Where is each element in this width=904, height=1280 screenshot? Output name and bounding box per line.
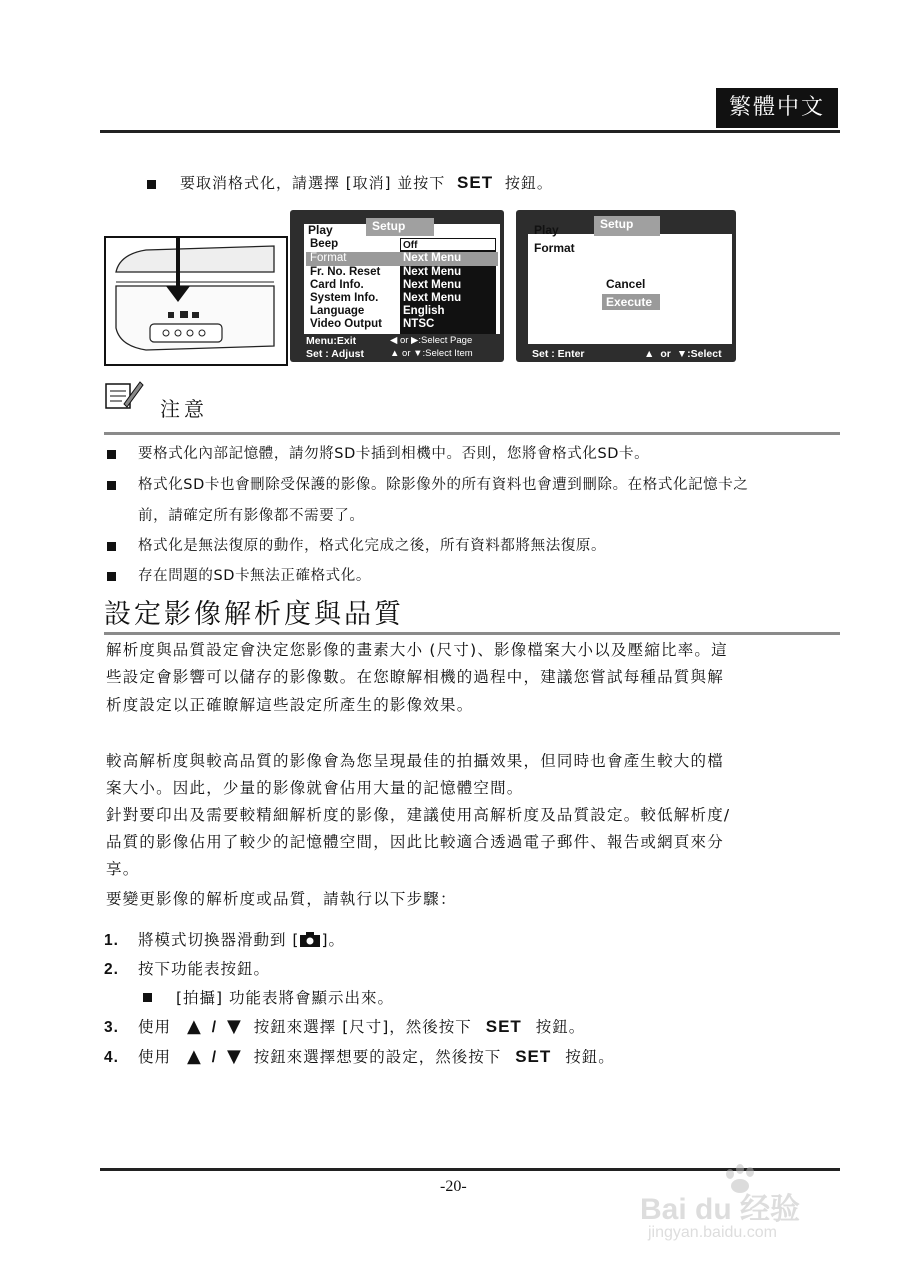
bullet-icon <box>143 993 152 1002</box>
bullet-icon <box>107 481 116 490</box>
step-3-text-c: 按鈕。 <box>535 1018 586 1036</box>
footer-select-2 <box>644 348 722 360</box>
intro-line <box>180 172 553 193</box>
bullet-icon <box>147 180 156 189</box>
note-title: 注意 <box>160 397 208 421</box>
step-2 <box>104 957 270 979</box>
paragraph-line: 針對要印出及需要較精細解析度的影像，建議使用高解析度及品質設定。較低解析度/ <box>106 806 731 824</box>
step-number: 3. <box>104 1019 119 1036</box>
camera-illustration <box>104 236 288 366</box>
bullet-icon <box>107 572 116 581</box>
footer-select-item-text: :Select Item <box>422 348 473 359</box>
paragraph-line: 些設定會影響可以儲存的影像數。在您瞭解相機的過程中，建議您嘗試每種品質與解 <box>106 668 724 686</box>
setup-menu-screen <box>290 210 504 362</box>
footer-or-1: or <box>399 335 409 346</box>
language-badge: 繁體中文 <box>716 88 838 128</box>
paragraph-line: 案大小。因此，少量的影像就會佔用大量的記憶體空間。 <box>106 779 524 797</box>
set-key-label: SET <box>457 173 494 192</box>
section-heading: 設定影像解析度與品質 <box>104 599 404 630</box>
footer-menu-exit: Menu:Exit <box>306 335 357 347</box>
set-key-label: SET <box>515 1047 552 1066</box>
menu-label-video-output[interactable]: Video Output <box>310 318 382 330</box>
menu-label-language[interactable]: Language <box>310 305 365 317</box>
tab-play-2[interactable]: Play <box>534 223 559 237</box>
menu-label-card-info[interactable]: Card Info. <box>310 279 364 291</box>
watermark-brand: Bai du 经验 <box>640 1193 801 1226</box>
down-arrow-icon: ▼ <box>226 1046 242 1067</box>
tab-setup[interactable]: Setup <box>366 218 434 236</box>
bullet-icon <box>107 542 116 551</box>
step-3-text-b: 按鈕來選擇 [尺寸]，然後按下 <box>253 1018 472 1036</box>
footer-select-page <box>390 335 472 346</box>
intro-text-b: 按鈕。 <box>504 174 553 192</box>
set-key-label: SET <box>485 1017 522 1036</box>
slash: / <box>211 1019 218 1036</box>
paragraph-line: 享。 <box>106 860 140 878</box>
footer-set-adjust: Set : Adjust <box>306 348 364 360</box>
paragraph-line: 要變更影像的解析度或品質，請執行以下步驟： <box>106 890 457 908</box>
paragraph-line: 解析度與品質設定會決定您影像的畫素大小 (尺寸)、影像檔案大小以及壓縮比率。這 <box>106 641 728 659</box>
intro-text-a: 要取消格式化，請選擇 [取消] 並按下 <box>180 174 446 192</box>
down-arrow-icon: ▼ <box>413 348 423 359</box>
option-cancel[interactable]: Cancel <box>606 277 646 291</box>
slash: / <box>211 1049 218 1066</box>
menu-label-system-info[interactable]: System Info. <box>310 292 379 304</box>
footer-select-text: :Select <box>687 348 722 360</box>
footer-select-item <box>390 348 473 359</box>
step-number: 4. <box>104 1049 119 1066</box>
header-rule <box>100 130 840 133</box>
menu-value-video-output: NTSC <box>403 318 435 330</box>
step-1 <box>104 928 345 950</box>
step-3 <box>104 1015 585 1037</box>
up-arrow-icon: ▲ <box>390 348 400 359</box>
menu-label-fr-no-reset[interactable]: Fr. No. Reset <box>310 266 381 278</box>
menu-label-beep[interactable]: Beep <box>310 238 339 250</box>
step-4-text-c: 按鈕。 <box>565 1048 615 1066</box>
note-item: 格式化SD卡也會刪除受保護的影像。除影像外的所有資料也會遭到刪除。在格式化記憶卡之 <box>138 477 749 493</box>
up-arrow-icon: ▲ <box>186 1016 202 1037</box>
step-number: 1. <box>104 932 119 949</box>
note-rule <box>104 432 840 435</box>
note-icon <box>104 378 144 412</box>
baidu-watermark <box>640 1170 860 1250</box>
menu-value-card-info: Next Menu <box>403 279 462 291</box>
footer-or-3: or <box>660 348 671 360</box>
option-execute[interactable]: Execute <box>602 294 660 310</box>
left-arrow-icon: ◀ <box>390 335 398 346</box>
menu-value-beep: Off <box>403 240 418 251</box>
format-confirm-screen <box>516 210 736 362</box>
down-arrow-icon-2: ▼ <box>676 348 688 360</box>
format-title: Format <box>534 241 575 255</box>
menu-value-format: Next Menu <box>403 252 462 264</box>
note-item: 格式化是無法復原的動作，格式化完成之後，所有資料都將無法復原。 <box>138 538 607 554</box>
camera-mode-icon <box>299 932 321 947</box>
step-4-text-b: 按鈕來選擇想要的設定，然後按下 <box>253 1048 502 1066</box>
step-4 <box>104 1045 615 1067</box>
up-arrow-icon: ▲ <box>186 1046 202 1067</box>
footer-select-page-text: :Select Page <box>418 335 473 346</box>
step-1-text-b: ]。 <box>321 931 346 949</box>
step-3-text-a: 使用 <box>138 1018 172 1036</box>
note-item-cont: 前，請確定所有影像都不需要了。 <box>138 508 365 524</box>
down-arrow-icon: ▼ <box>226 1016 242 1037</box>
menu-value-language: English <box>403 305 445 317</box>
paragraph-line: 較高解析度與較高品質的影像會為您呈現最佳的拍攝效果，但同時也會產生較大的檔 <box>106 752 724 770</box>
bullet-icon <box>107 450 116 459</box>
step-4-text-a: 使用 <box>138 1048 172 1066</box>
paragraph-line: 析度設定以正確瞭解這些設定所產生的影像效果。 <box>106 696 474 714</box>
note-item: 存在問題的SD卡無法正確格式化。 <box>138 568 371 584</box>
up-arrow-icon-2: ▲ <box>644 348 655 360</box>
step-2-sub: [拍攝] 功能表將會顯示出來。 <box>176 989 395 1007</box>
note-item: 要格式化內部記憶體，請勿將SD卡插到相機中。否則，您將會格式化SD卡。 <box>138 446 650 462</box>
step-1-text-a: 將模式切換器滑動到 [ <box>138 931 300 949</box>
menu-label-format[interactable]: Format <box>310 252 347 264</box>
tab-play[interactable]: Play <box>308 223 333 237</box>
menu-value-fr-no-reset: Next Menu <box>403 266 462 278</box>
menu-value-system-info: Next Menu <box>403 292 462 304</box>
right-arrow-icon: ▶ <box>411 335 419 346</box>
tab-setup-2[interactable]: Setup <box>594 216 660 236</box>
watermark-url: jingyan.baidu.com <box>648 1224 777 1241</box>
step-2-text: 按下功能表按鈕。 <box>138 960 271 978</box>
paragraph-line: 品質的影像佔用了較少的記憶體空間，因此比較適合透過電子郵件、報告或網頁來分 <box>106 833 724 851</box>
footer-or-2: or <box>402 348 411 359</box>
step-number: 2. <box>104 961 119 978</box>
page-number: -20- <box>440 1178 467 1195</box>
footer-set-enter: Set : Enter <box>532 348 585 360</box>
